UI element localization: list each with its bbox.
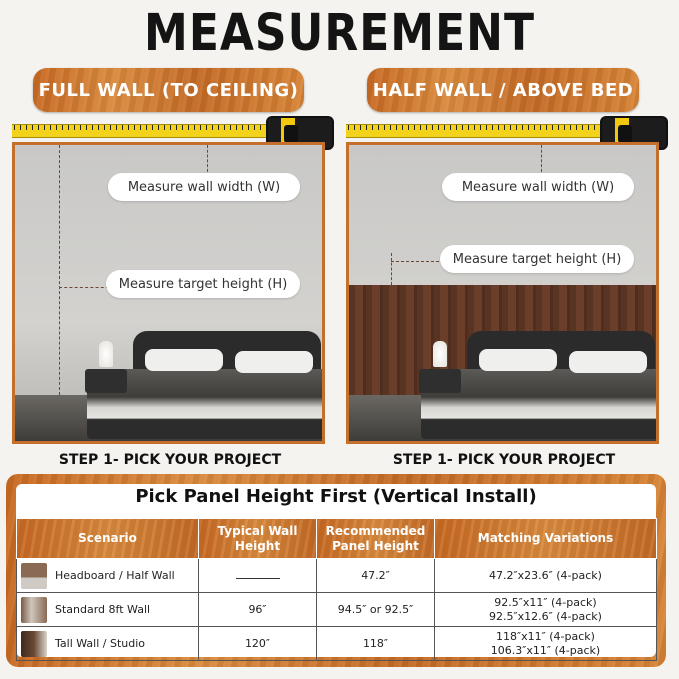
- tape-measure-right: [346, 124, 608, 138]
- step-label-right: STEP 1- PICK YOUR PROJECT: [392, 452, 616, 468]
- table-title: Pick Panel Height First (Vertical Install): [135, 486, 537, 507]
- measure-height-note-right: Measure target height (H): [440, 245, 634, 273]
- half-wall-label: HALF WALL / ABOVE BED: [367, 68, 639, 112]
- scenario-name: Tall Wall / Studio: [55, 636, 146, 650]
- wall-height-cell: 96″: [199, 593, 317, 627]
- header-wall-height: Typical Wall Height: [199, 519, 317, 559]
- standard-wall-thumbnail: [21, 597, 47, 623]
- tape-measure-left: [12, 124, 274, 138]
- variations-cell: [435, 593, 657, 627]
- measure-width-note-left: Measure wall width (W): [108, 173, 300, 201]
- variations-cell: [435, 559, 657, 593]
- scenario-name: Standard 8ft Wall: [55, 602, 151, 616]
- step-label-left: STEP 1- PICK YOUR PROJECT: [58, 452, 282, 468]
- variation-line: 106.3″x11″ (4-pack): [490, 643, 601, 657]
- tall-wall-thumbnail: [21, 631, 47, 657]
- table-row: [17, 559, 657, 593]
- table-row: [17, 593, 657, 627]
- variation-line: 47.2″x23.6″ (4-pack): [489, 568, 602, 582]
- wall-height-cell: 120″: [199, 627, 317, 661]
- full-wall-label: FULL WALL (TO CEILING): [33, 68, 304, 112]
- panel-height-cell: 94.5″ or 92.5″: [317, 593, 435, 627]
- variation-line: 118″x11″ (4-pack): [496, 630, 595, 644]
- header-scenario: Scenario: [17, 519, 199, 559]
- scenario-name: Headboard / Half Wall: [55, 568, 175, 582]
- height-table: [16, 518, 657, 661]
- panel-height-cell: 118″: [317, 627, 435, 661]
- variations-cell: [435, 627, 657, 661]
- headboard-thumbnail: [21, 563, 47, 589]
- measure-width-note-right: Measure wall width (W): [442, 173, 634, 201]
- variation-line: 92.5″x12.6″ (4-pack): [489, 609, 602, 623]
- header-panel-height: Recommended Panel Height: [317, 519, 435, 559]
- measure-height-note-left: Measure target height (H): [106, 270, 300, 298]
- page-title: MEASUREMENT: [144, 4, 535, 63]
- panel-height-table: [6, 474, 666, 667]
- blank-value: [236, 571, 280, 579]
- variation-line: 92.5″x11″ (4-pack): [494, 596, 597, 610]
- panel-height-cell: 47.2″: [317, 559, 435, 593]
- header-variations: Matching Variations: [435, 519, 657, 559]
- table-row: [17, 627, 657, 661]
